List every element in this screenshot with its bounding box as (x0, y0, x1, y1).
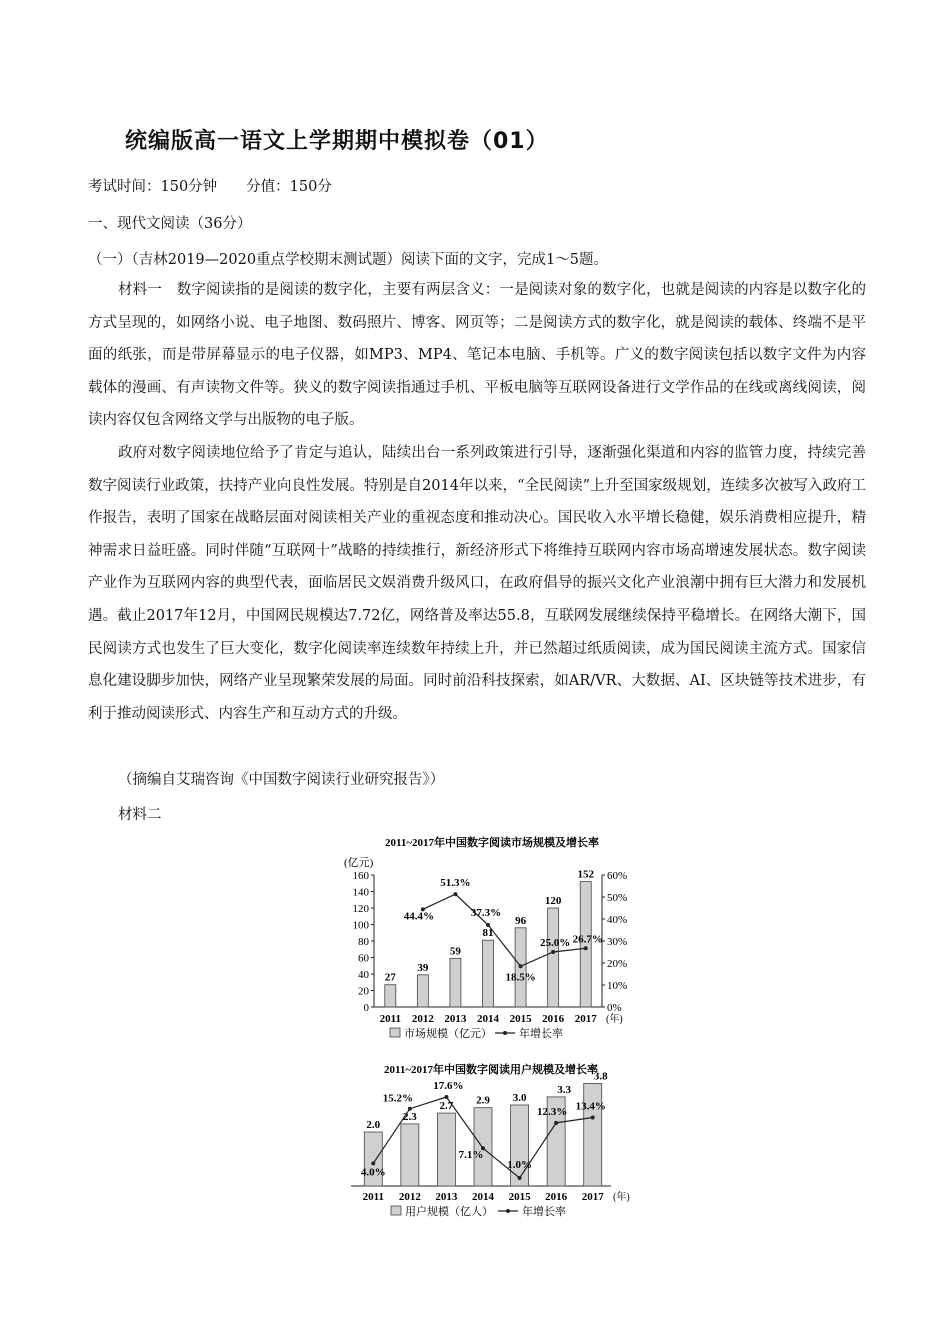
chart1-y-tick-label: 140 (352, 886, 369, 899)
chart2-line-label: 7.1% (458, 1149, 484, 1162)
chart2-bar-label: 2.3 (402, 1110, 417, 1123)
chart1-y-tick-label: 60 (358, 952, 369, 965)
market-size-chart (330, 830, 650, 1045)
chart1-x-tick-label: 2017 (574, 1013, 597, 1025)
section-heading: 一、现代文阅读（36分） (88, 216, 252, 232)
user-size-chart (345, 1055, 645, 1230)
chart1-line-label: 26.7% (572, 933, 603, 946)
chart1-bar-label: 59 (449, 945, 461, 958)
chart2-bar-label: 3.3 (557, 1083, 572, 1096)
chart1-y-tick-label: 40 (358, 969, 369, 981)
chart2-line-label: 15.2% (382, 1092, 413, 1105)
chart1-bar-label: 81 (482, 927, 494, 940)
chart1-bar-label: 152 (577, 868, 594, 881)
chart2-x-tick-label: 2015 (508, 1191, 531, 1203)
chart2-x-unit: (年) (613, 1192, 630, 1203)
paragraph-material-1-cont: 政府对数字阅读地位给予了肯定与追认，陆续出台一系列政策进行引导，逐渐强化渠道和内容的监管力度，持续完善数字阅读行业政策，扶持产业向良性发展。特别是自2014年以来，“全民阅读”上升至国家级规划，连续多次被写入政府工作报告，表明了国家在战略层面对阅读相关产业的重视态度和推动决心。国民收入水平增长稳健，娱乐消费相应提升，精神需求日益旺盛。同时伴随“互联网十”战略的持续推行，新经济形式下将维持互联网内容市场高增速发展状态。数字阅读产业作为互联网内容的典型代表，面临居民文娱消费升级风口，在政府倡导的振兴文化产业浪潮中拥有巨大潜力和发展机遇。截止2017年12月，中国网民规模达7.72亿，网络普及率达55.8，互联网发展继续保持平稳增长。在网络大潮下，国民阅读方式也发生了巨大变化，数字化阅读率连续数年持续上升，并已然超过纸质阅读，成为国民阅读主流方式。国家信息化建设脚步加快，网络产业呈现繁荣发展的局面。同时前沿科技探索，如AR/VR、大数据、AI、区块链等技术进步，有利于推动阅读形式、内容生产和互动方式的升级。 (88, 445, 866, 722)
chart1-legend-bar-swatch (390, 1028, 400, 1037)
chart1-y2-tick-label: 20% (607, 958, 628, 970)
chart1-y-tick-label: 160 (352, 870, 369, 882)
chart1-bar-label: 96 (515, 914, 527, 927)
chart1-y-tick-label: 0 (363, 1002, 369, 1014)
chart2-x-tick-label: 2017 (581, 1191, 604, 1203)
chart2-bar-label: 2.9 (476, 1094, 490, 1107)
chart2-legend-bar-swatch (391, 1206, 401, 1215)
chart1-line-label: 51.3% (440, 877, 471, 890)
chart1-line-point (584, 946, 588, 950)
chart1-y2-tick-label: 30% (607, 936, 628, 948)
chart2-x-tick-label: 2012 (398, 1191, 421, 1203)
chart1-y2-tick-label: 10% (607, 980, 628, 992)
chart1-x-tick-label: 2012 (411, 1013, 434, 1025)
chart1-y2-tick-label: 50% (607, 892, 628, 904)
chart1-bar (548, 908, 559, 1007)
chart1-legend-line-label: 年增长率 (519, 1028, 563, 1040)
material-2-label: 材料二 (118, 807, 162, 823)
sub-heading: （一）（吉林2019—2020重点学校期末测试题）阅读下面的文字，完成1～5题。 (88, 252, 609, 268)
paragraph-material-1: 材料一 数字阅读指的是阅读的数字化，主要有两层含义：一是阅读对象的数字化，也就是阅读的内容是以数字化的方式呈现的，如网络小说、电子地图、数码照片、博客、网页等；二是阅读方式的数字化，就是阅读的载体、终端不是平面的纸张，而是带屏幕显示的电子仪器，如MP3、MP4、笔记本电脑、手机等。广义的数字阅读包括以数字文件为内容载体的漫画、有声读物文件等。狭义的数字阅读指通过手机、平板电脑等互联网设备进行文学作品的在线或离线阅读，阅读内容仅包含网络文学与出版物的电子版。 (88, 282, 866, 429)
chart2-line-label: 12.3% (537, 1105, 568, 1118)
chart2-bar-label: 3.0 (512, 1092, 527, 1104)
chart2-bar (401, 1124, 419, 1186)
chart1-x-tick-label: 2015 (509, 1013, 532, 1025)
chart1-y-tick-label: 80 (358, 936, 369, 948)
chart1-bar (450, 958, 461, 1007)
chart1-x-tick-label: 2011 (379, 1013, 401, 1025)
chart1-line-point (453, 892, 457, 896)
chart2-bar-label: 2.0 (366, 1119, 381, 1131)
chart2-line-label: 13.4% (575, 1100, 606, 1113)
chart1-y-tick-label: 120 (352, 903, 369, 915)
chart2-line-label: 1.0% (507, 1159, 532, 1171)
chart1-bar-label: 39 (417, 961, 429, 974)
chart2-title: 2011~2017年中国数字阅读用户规模及增长率 (383, 1064, 599, 1076)
chart1-x-tick-label: 2014 (477, 1013, 499, 1025)
chart1-y-unit: (亿元) (344, 857, 374, 869)
chart1-line-point (551, 950, 555, 954)
source-note: （摘编自艾瑞咨询《中国数字阅读行业研究报告》） (118, 772, 445, 788)
chart1-bar (417, 975, 428, 1007)
page-title: 统编版高一语文上学期期中模拟卷（01） (125, 129, 549, 154)
chart1-line-label: 44.4% (403, 910, 434, 923)
chart2-bar (511, 1105, 529, 1186)
chart1-line-label: 37.3% (470, 906, 502, 919)
chart1-y-tick-label: 100 (352, 919, 369, 932)
chart2-x-tick-label: 2011 (362, 1191, 384, 1203)
chart1-title: 2011~2017年中国数字阅读市场规模及增长率 (384, 837, 600, 849)
chart1-line-label: 25.0% (540, 937, 571, 949)
chart2-bar-label: 2.7 (439, 1100, 454, 1113)
chart2-line-point (371, 1161, 375, 1165)
chart2-legend-line-label: 年增长率 (522, 1206, 566, 1218)
chart2-x-tick-label: 2013 (435, 1191, 458, 1203)
chart2-x-tick-label: 2014 (472, 1191, 494, 1203)
chart1-x-unit: (年) (606, 1014, 623, 1025)
chart2-line-label: 4.0% (360, 1166, 386, 1179)
chart2-line-point (444, 1095, 448, 1099)
chart2-legend-bar-label: 用户规模（亿人） (405, 1206, 493, 1218)
chart2-x-tick-label: 2016 (545, 1191, 568, 1203)
chart1-y2-tick-label: 40% (607, 914, 628, 926)
chart2-bar-label: 3.8 (593, 1070, 608, 1083)
chart1-bar-label: 120 (544, 895, 562, 907)
chart2-bar (437, 1113, 455, 1186)
chart1-x-tick-label: 2013 (444, 1013, 467, 1025)
chart2-line-point (554, 1121, 558, 1125)
chart1-line-label: 18.5% (505, 971, 536, 984)
chart1-bar (385, 985, 396, 1007)
chart1-legend-bar-label: 市场规模（亿元） (404, 1028, 492, 1040)
chart2-line-point (591, 1115, 595, 1119)
chart2-bar (584, 1083, 602, 1186)
chart1-y-tick-label: 20 (358, 985, 369, 998)
chart2-line-label: 17.6% (433, 1080, 464, 1092)
chart1-y2-tick-label: 0% (607, 1002, 622, 1014)
chart1-bar (483, 940, 494, 1007)
chart1-legend-line-marker (503, 1031, 507, 1035)
exam-info: 考试时间：150分钟 分值：150分 (88, 179, 332, 195)
chart1-bar-label: 27 (384, 971, 396, 984)
chart1-line-point (519, 964, 523, 968)
chart1-x-tick-label: 2016 (542, 1013, 565, 1025)
chart2-legend-line-marker (506, 1209, 510, 1213)
chart1-y2-tick-label: 60% (607, 870, 628, 882)
chart2-line-point (518, 1176, 522, 1180)
